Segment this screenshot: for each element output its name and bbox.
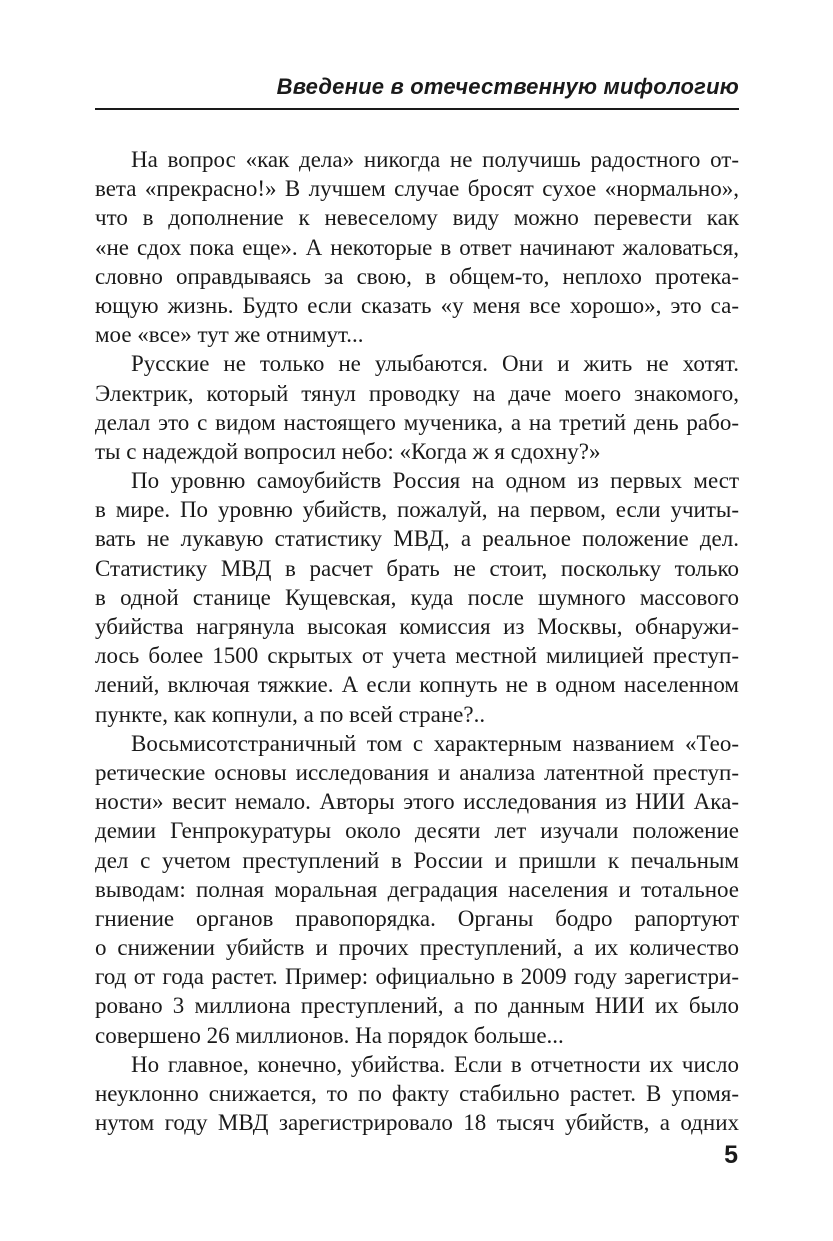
text-line: выводам: полная моральная деградация населения и тотальное xyxy=(95,876,739,902)
page-number: 5 xyxy=(724,1141,738,1169)
paragraph xyxy=(95,466,739,729)
body-text xyxy=(95,145,739,1137)
text-line: делал это с видом настоящего мученика, а на третий день рабо- xyxy=(95,409,739,435)
text-line: вать не лукавую статистику МВД, а реальное положение дел. xyxy=(95,526,739,552)
text-line: вета «прекрасно!» В лучшем случае бросят сухое «нормально», xyxy=(95,176,739,202)
text-line: лось более 1500 скрытых от учета местной милицией преступ- xyxy=(95,643,739,669)
paragraph xyxy=(95,349,739,466)
text-line: совершено 26 миллионов. На порядок больше... xyxy=(95,1022,564,1048)
text-line: ретические основы исследования и анализа латентной преступ- xyxy=(95,759,739,785)
text-line: нутом году МВД зарегистрировало 18 тысяч убийств, а одних xyxy=(95,1110,739,1136)
running-title: Введение в отечественную мифологию xyxy=(276,74,739,99)
text-line: что в дополнение к невеселому виду можно перевести как xyxy=(95,205,739,231)
text-line: ровано 3 миллиона преступлений, а по данным НИИ их было xyxy=(95,993,739,1019)
text-line: лений, включая тяжкие. А если копнуть не в одном населенном xyxy=(95,672,739,698)
text-line: в мире. По уровню убийств, пожалуй, на первом, если учиты- xyxy=(95,497,739,523)
text-line: о снижении убийств и прочих преступлений, а их количество xyxy=(95,935,739,961)
text-line: в одной станице Кущевская, куда после шумного массового xyxy=(95,584,739,610)
text-line: демии Генпрокуратуры около десяти лет изучали положение xyxy=(95,818,739,844)
text-line: неуклонно снижается, то по факту стабильно растет. В упомя- xyxy=(95,1081,739,1106)
text-line: ности» весит немало. Авторы этого исследования из НИИ Ака- xyxy=(95,789,739,815)
text-line: убийства нагрянула высокая комиссия из Москвы, обнаружи- xyxy=(95,614,739,639)
text-line: Русские не только не улыбаются. Они и жить не хотят. xyxy=(131,351,739,377)
text-line: ты с надеждой вопросил небо: «Когда ж я сдохну?» xyxy=(95,438,601,464)
text-line: Восьмисотстраничный том с характерным названием «Тео- xyxy=(131,730,739,756)
text-line: По уровню самоубийств Россия на одном из первых мест xyxy=(131,468,739,494)
text-line: Электрик, который тянул проводку на даче моего знакомого, xyxy=(95,380,739,406)
text-line: Статистику МВД в расчет брать не стоит, поскольку только xyxy=(95,555,739,581)
text-line: словно оправдываясь за свою, в общем-то, неплохо протека- xyxy=(95,263,739,289)
text-line: мое «все» тут же отнимут... xyxy=(95,322,364,348)
text-line: гниение органов правопорядка. Органы бодро рапортуют xyxy=(95,905,739,931)
text-line: дел с учетом преступлений в России и пришли к печальным xyxy=(95,847,739,873)
paragraph xyxy=(95,1050,739,1138)
text-line: ющую жизнь. Будто если сказать «у меня все хорошо», это са- xyxy=(95,292,739,318)
text-line: «не сдох пока еще». А некоторые в ответ начинают жаловаться, xyxy=(95,234,739,260)
text-line: На вопрос «как дела» никогда не получишь радостного от- xyxy=(131,147,739,172)
paragraph xyxy=(95,729,739,1050)
text-line: пункте, как копнули, а по всей стране?.. xyxy=(95,701,486,727)
text-line: Но главное, конечно, убийства. Если в отчетности их число xyxy=(131,1051,739,1077)
text-line: год от года растет. Пример: официально в 2009 году зарегистри- xyxy=(95,964,739,990)
paragraph xyxy=(95,145,739,349)
running-header xyxy=(95,70,739,110)
